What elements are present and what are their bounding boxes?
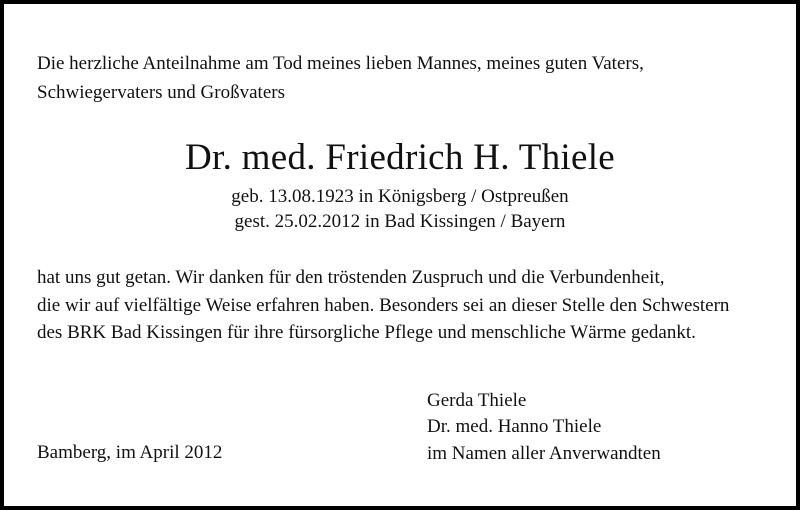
signatory-line-2: Dr. med. Hanno Thiele (427, 416, 602, 437)
body-line-1: hat uns gut getan. Wir danken für den tröstenden Zuspruch und die Verbundenheit, (37, 267, 665, 288)
body-line-3: des BRK Bad Kissingen für ihre fürsorgliche Pflege und menschliche Wärme gedankt. (37, 322, 696, 343)
birth-info: geb. 13.08.1923 in Königsberg / Ostpreußen (231, 186, 569, 207)
intro-line-1: Die herzliche Anteilnahme am Tod meines lieben Mannes, meines guten Vaters, (37, 53, 644, 74)
deceased-name: Dr. med. Friedrich H. Thiele (184, 137, 616, 178)
signatory-line-3: im Namen aller Anverwandten (427, 443, 661, 464)
body-line-2: die wir auf vielfältige Weise erfahren haben. Besonders sei an dieser Stelle den Schwestern (37, 295, 730, 316)
intro-line-2: Schwiegervaters und Großvaters (37, 82, 285, 103)
death-info: gest. 25.02.2012 in Bad Kissingen / Bayern (234, 211, 566, 232)
signatory-line-1: Gerda Thiele (427, 390, 527, 411)
place-date: Bamberg, im April 2012 (37, 442, 223, 463)
